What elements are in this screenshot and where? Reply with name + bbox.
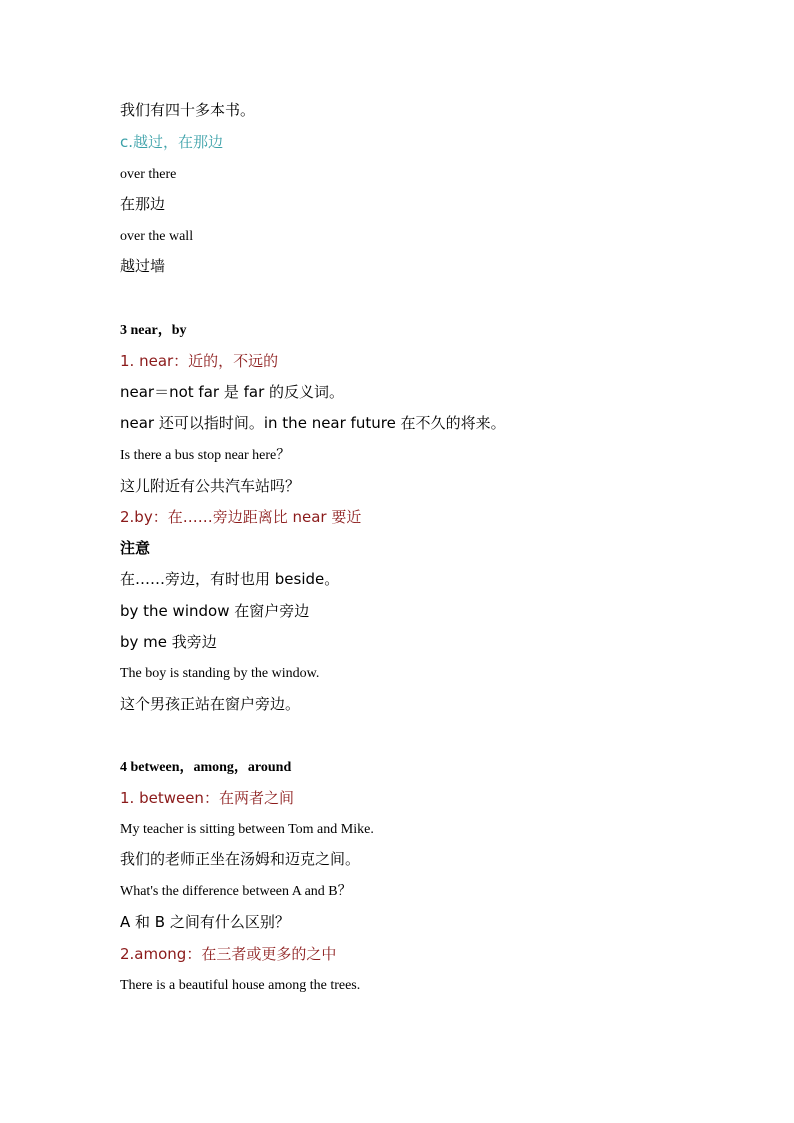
- text-line: near＝not far 是 far 的反义词。: [120, 383, 345, 401]
- subheading-by: 2.by：在……旁边距离比 near 要近: [120, 508, 362, 526]
- section-heading-4: 4 between，among，around: [120, 760, 292, 775]
- text-line: My teacher is sitting between Tom and Mike.: [120, 822, 374, 837]
- text-line: 这儿附近有公共汽车站吗？: [120, 477, 301, 495]
- text-line: over there: [120, 167, 177, 182]
- text-line: What's the difference between A and B？: [120, 884, 352, 899]
- text-line: 在那边: [120, 195, 166, 213]
- text-line: near 还可以指时间。in the near future 在不久的将来。: [120, 414, 506, 432]
- subheading-near: 1. near：近的，不远的: [120, 352, 279, 370]
- text-line: A 和 B 之间有什么区别？: [120, 913, 290, 931]
- text-line: over the wall: [120, 229, 194, 244]
- text-line: 这个男孩正站在窗户旁边。: [120, 695, 301, 713]
- text-line: The boy is standing by the window.: [120, 666, 320, 681]
- section-heading-3: 3 near，by: [120, 323, 187, 338]
- text-line: by me 我旁边: [120, 633, 217, 651]
- note-label: 注意: [120, 539, 151, 557]
- text-line: by the window 在窗户旁边: [120, 602, 310, 620]
- text-line: There is a beautiful house among the trees.: [120, 978, 361, 993]
- text-line: 在……旁边，有时也用 beside。: [120, 570, 340, 588]
- text-line: 我们的老师正坐在汤姆和迈克之间。: [120, 850, 361, 868]
- subheading-between: 1. between：在两者之间: [120, 789, 294, 807]
- text-line: 我们有四十多本书。: [120, 101, 256, 119]
- text-line: Is there a bus stop near here？: [120, 448, 291, 463]
- subheading-c: c.越过，在那边: [120, 133, 224, 151]
- subheading-among: 2.among：在三者或更多的之中: [120, 945, 337, 963]
- text-line: 越过墙: [120, 257, 166, 275]
